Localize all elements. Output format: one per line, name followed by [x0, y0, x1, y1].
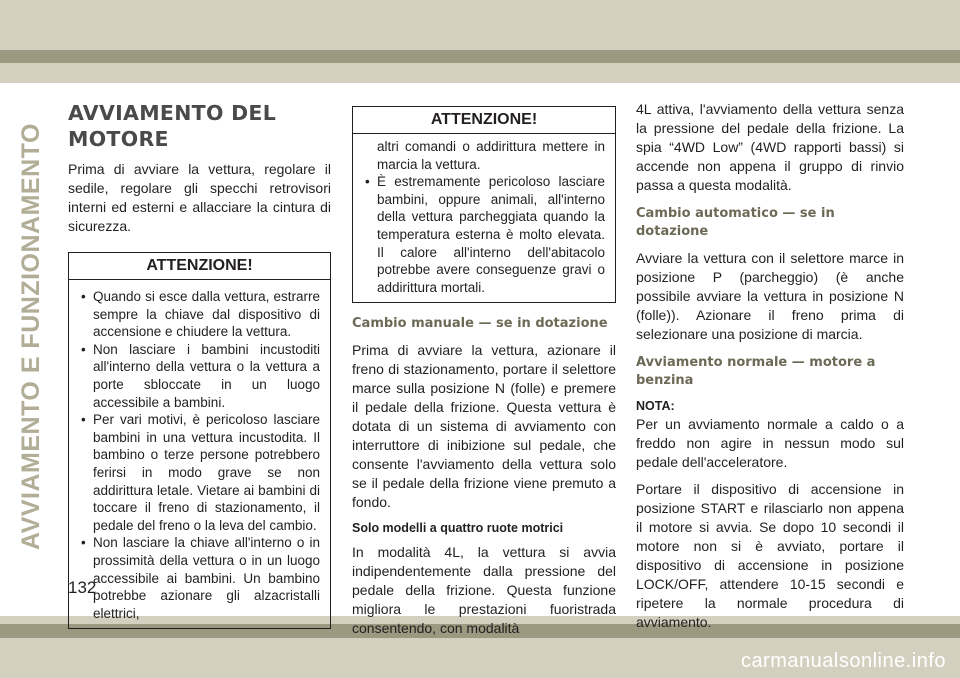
four-wd-text: In modalità 4L, la vettura si avvia indipendentemente dalla pressione del pedale della frizione. Questa funzione migliora le prestazioni fuoristrada consentendo, con modalità [352, 544, 616, 637]
watermark: carmanualsonline.info [740, 650, 946, 672]
note-label: NOTA: [636, 399, 675, 413]
warning-box [68, 252, 331, 629]
warning-list [363, 173, 605, 296]
heading-line-2: MOTORE [68, 127, 169, 151]
automatic-transmission-text: Avviare la vettura con il selettore marce in posizione P (parcheggio) (è anche possibile avviare la vettura in posizione N (folle)). Azionare il freno prima di selezionare una posizione di marcia. [636, 250, 904, 342]
note-text: Per un avviamento normale a caldo o a freddo non agire in nessun modo sul pedale dell'acceleratore. [636, 416, 904, 470]
warning-item: • Non lasciare i bambini incustoditi all'interno della vettura o la vettura a porte sbloccate in un luogo accessibile a bambini. [79, 341, 320, 411]
automatic-transmission-heading: Cambio automatico — se in dotazione [636, 206, 835, 239]
warning-list [79, 288, 320, 622]
warning-continuation: altri comandi o addirittura mettere in marcia la vettura. [377, 139, 605, 172]
warning-title: ATTENZIONE! [353, 107, 615, 134]
heading-line-1: AVVIAMENTO DEL [68, 101, 277, 125]
warning-title: ATTENZIONE! [69, 253, 330, 280]
four-wd-heading: Solo modelli a quattro ruote motrici [352, 521, 564, 536]
warning-item: • È estremamente pericoloso lasciare bambini, oppure animali, all'interno della vettura parcheggiata quando la temperatura esterna è molto elevata. Il calore all'interno dell'abitacolo potrebbe avere conseguenze gravi o addirittura mortali. [363, 173, 605, 296]
warning-item: • Per vari motivi, è pericoloso lasciare bambini in una vettura incustodita. Il bambino o terze persone potrebbero ferirsi in modo grave se non addirittura letale. Vietare ai bambini di toccare il freno di stazionamento, il pedale del freno o la leva del cambio. [79, 411, 320, 534]
page-number: 132 [68, 578, 97, 597]
warning-body [69, 280, 330, 628]
start-procedure-text: Portare il dispositivo di accensione in posizione START e rilasciarlo non appena il motore si avvia. Se dopo 10 secondi il motore non si è avviato, portare il dispositivo di accensione in posizione LOCK/OFF, attendere 10-15 secondi e ripetere la normale procedura di avviamento. [636, 481, 904, 630]
column-2 [352, 106, 616, 646]
section-heading [68, 100, 331, 152]
manual-transmission-heading: Cambio manuale — se in dotazione [352, 316, 608, 332]
chapter-side-tab: AVVIAMENTO E FUNZIONAMENTO [17, 123, 45, 550]
warning-item: • Non lasciare la chiave all'interno o in prossimità della vettura o in un luogo accessibile ai bambini. Un bambino potrebbe azionare gli alzacristalli elettrici, [79, 534, 320, 622]
warning-item: • Quando si esce dalla vettura, estrarre sempre la chiave dal dispositivo di accensione e chiudere la vettura. [79, 288, 320, 341]
manual-transmission-text: Prima di avviare la vettura, azionare il freno di stazionamento, portare il selettore marce sulla posizione N (folle) e premere il pedale della frizione. Questa vettura è dotata di un sistema di avviamento con interruttore di inibizione sul pedale, che consente l'avviamento della vettura solo se il pedale della frizione viene premuto a fondo. [352, 342, 616, 511]
warning-body [353, 134, 615, 302]
top-band [0, 0, 960, 83]
column-3 [636, 100, 904, 640]
warning-box-continued [352, 106, 616, 303]
four-wd-continued-text: 4L attiva, l'avviamento della vettura senza la pressione del pedale della frizione. La spia “4WD Low” (4WD rapporti bassi) si accende non appena il gruppo di rinvio passa a questa modalità. [636, 101, 904, 193]
top-stripe [0, 50, 960, 63]
column-1 [68, 100, 331, 629]
normal-start-heading: Avviamento normale — motore a benzina [636, 355, 876, 388]
intro-paragraph: Prima di avviare la vettura, regolare il sedile, regolare gli specchi retrovisori interni ed esterni e allacciare la cintura di sicurezza. [68, 161, 331, 234]
